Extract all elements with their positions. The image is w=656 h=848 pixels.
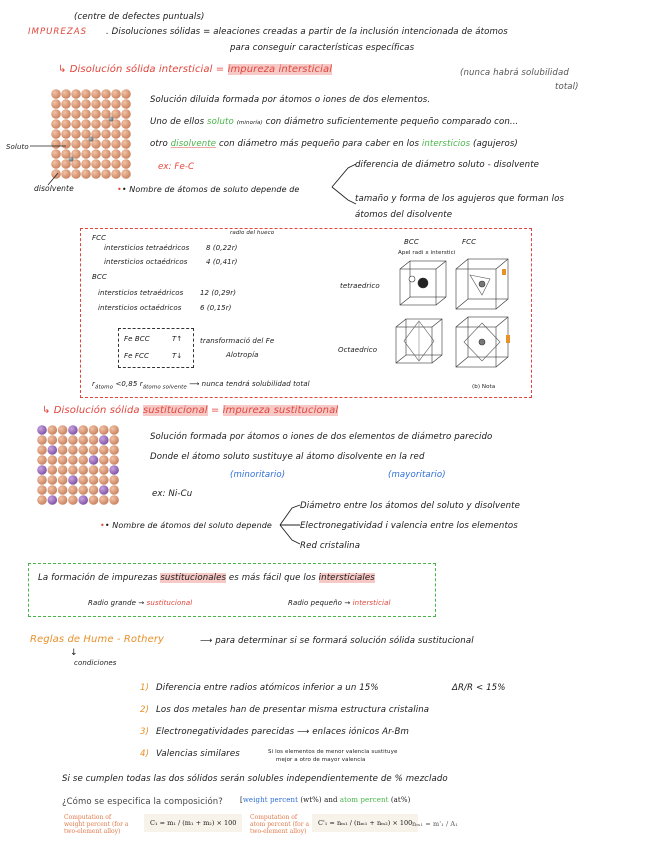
solvent-atom: [111, 129, 121, 139]
solvent-atom: [99, 425, 109, 435]
solvent-atom: [71, 139, 81, 149]
solvent-atom: [68, 495, 78, 505]
fe-transform-box: [118, 328, 194, 368]
hume-heading: Reglas de Hume - Rothery: [30, 634, 165, 645]
solvent-atom: [109, 425, 119, 435]
solvent-atom: [58, 485, 68, 495]
sustitucional-branch-arrows: [278, 500, 302, 550]
rb-bcc: BCC: [92, 273, 107, 281]
rb-small-note: Apel radi x interstici: [398, 250, 456, 256]
hume-c2-num: 2): [140, 705, 150, 715]
solvent-atom: [89, 425, 99, 435]
solvent-atom: [111, 99, 121, 109]
solvent-atom: [121, 169, 131, 179]
intersticial-heading: ↳ Disolución sólida intersticial = impureza intersticial: [58, 64, 333, 75]
interstitial-lattice-figure: [50, 88, 132, 180]
solvent-atom: [71, 129, 81, 139]
solvent-atom: [81, 159, 91, 169]
sustitucional-bullet: •• Nombre de átomos del soluto depende: [100, 521, 272, 530]
rb-fe-fcc: Fe FCC: [124, 352, 149, 360]
solvent-atom: [48, 435, 58, 445]
solvent-atom: [81, 149, 91, 159]
substitutional-lattice-figure: [36, 424, 122, 506]
hume-c4-note-1: Si los elementos de menor valencia sustituye: [268, 749, 398, 755]
bcc-octahedral-cube: [396, 319, 442, 363]
formation-comparison-box: [28, 563, 436, 617]
weight-percent-formula: C₁ = m₁ / (m₁ + m₂) × 100: [144, 814, 242, 832]
solute-atom: [109, 465, 119, 475]
hume-heading-rest: ⟶ para determinar si se formará solución sólida sustitucional: [200, 636, 474, 646]
solvent-atom: [68, 485, 78, 495]
solute-atom: [48, 495, 58, 505]
solvent-atom: [91, 169, 101, 179]
rb-fcc: FCC: [92, 234, 107, 242]
solvent-atom: [109, 455, 119, 465]
impurezas-def-2: para conseguir características específicas: [230, 43, 415, 53]
sustitucional-line-2: Donde el átomo soluto sustituye al átomo disolvente en la red: [150, 452, 425, 462]
rb-alotropia: Alotropía: [226, 351, 259, 359]
solvent-atom: [58, 455, 68, 465]
hume-final: Si se cumplen todas las dos sólidos serán solubles independientemente de % mezclado: [62, 774, 448, 784]
disolvente-arrow: [46, 172, 62, 186]
intersticial-line-3: otro disolvente con diámetro más pequeño para caber en los intersticios (agujeros): [150, 139, 518, 149]
solvent-atom: [78, 425, 88, 435]
label-minoritario: (minoritario): [230, 470, 286, 480]
weight-percent-caption: Computation of weight percent (for a two-element alloy): [64, 814, 129, 835]
solvent-atom: [121, 89, 131, 99]
solvent-atom: [68, 435, 78, 445]
solvent-atom: [37, 495, 47, 505]
rb-r-rule: $r_{átomo} <0,85$ $r_{átomo solvente}$ ⟶ nunca tendrá solubilidad total: [92, 380, 310, 391]
composition-question: ¿Cómo se especifica la composición?: [62, 797, 223, 807]
solvent-atom: [48, 485, 58, 495]
solvent-atom: [109, 435, 119, 445]
solvent-atom: [109, 495, 119, 505]
sustitucional-branch-3: Red cristalina: [300, 541, 361, 551]
solvent-atom: [37, 475, 47, 485]
solvent-atom: [91, 119, 101, 129]
solute-atom: [37, 425, 47, 435]
solvent-atom: [89, 495, 99, 505]
solvent-atom: [101, 89, 111, 99]
atom-percent-formula: C'₁ = nₘ₁ / (nₘ₁ + nₘ₂) × 100: [312, 814, 418, 832]
intersticial-branch-2b: átomos del disolvente: [355, 210, 453, 220]
impurezas-def-1: . Disoluciones sólidas = aleaciones creadas a partir de la inclusión intencionada de átomos: [106, 27, 508, 37]
solvent-atom: [109, 475, 119, 485]
fcc-tetrahedral-cube: [456, 259, 508, 309]
solvent-atom: [68, 455, 78, 465]
solvent-atom: [48, 455, 58, 465]
solvent-atom: [48, 425, 58, 435]
rb-t-up: T↑: [172, 335, 183, 343]
solvent-atom: [91, 149, 101, 159]
solvent-atom: [111, 139, 121, 149]
solvent-atom: [71, 99, 81, 109]
hume-c3: Electronegatividades parecidas ⟶ enlaces iónicos Ar-Bm: [156, 727, 409, 737]
solute-atom: [68, 425, 78, 435]
solvent-atom: [91, 159, 101, 169]
intersticial-line-1: Solución diluida formada por átomos o iones de dos elementos.: [150, 95, 431, 105]
solvent-atom: [101, 159, 111, 169]
hume-c2: Los dos metales han de presentar misma estructura cristalina: [156, 705, 430, 715]
solvent-atom: [58, 475, 68, 485]
sustitucional-branch-2: Electronegatividad i valencia entre los elementos: [300, 521, 518, 531]
solvent-atom: [121, 99, 131, 109]
moles-formula: nₘ₁ = m'₁ / A₁: [412, 820, 458, 828]
gb-radio-pequeno: Radio pequeño → intersticial: [288, 599, 391, 607]
solvent-atom: [58, 425, 68, 435]
solvent-atom: [99, 445, 109, 455]
solvent-atom: [37, 435, 47, 445]
rb-fe-bcc: Fe BCC: [124, 335, 150, 343]
hume-c3-num: 3): [140, 727, 150, 737]
solvent-atom: [58, 435, 68, 445]
rb-fcc-oct-val: 4 (0,41r): [206, 258, 238, 266]
rb-transform: transformació del Fe: [200, 337, 275, 345]
intersticial-branch-2a: tamaño y forma de los agujeros que forman los: [355, 194, 565, 204]
sustitucional-line-1: Solución formada por átomos o iones de dos elementos de diámetro parecido: [150, 432, 493, 442]
solvent-atom: [37, 485, 47, 495]
label-mayoritario: (mayoritario): [388, 470, 446, 480]
solvent-atom: [81, 109, 91, 119]
solvent-atom: [78, 465, 88, 475]
solvent-atom: [78, 485, 88, 495]
intersticial-example: ex: Fe-C: [158, 162, 195, 172]
solvent-atom: [61, 119, 71, 129]
solvent-atom: [81, 169, 91, 179]
solvent-atom: [121, 159, 131, 169]
rb-bcc-oct: intersticios octaédricos: [98, 304, 182, 312]
solvent-atom: [99, 455, 109, 465]
bcc-tetrahedral-cube: [400, 261, 446, 305]
impurezas-label: IMPUREZAS: [28, 27, 88, 37]
solvent-atom: [101, 99, 111, 109]
gb-line-1: La formación de impurezas sustitucionales es más fácil que los intersticiales: [38, 573, 375, 583]
solvent-atom: [81, 99, 91, 109]
solvent-atom: [99, 465, 109, 475]
solvent-atom: [101, 139, 111, 149]
gb-radio-grande: Radio grande → sustitucional: [88, 599, 193, 607]
solvent-atom: [51, 159, 61, 169]
solvent-atom: [111, 89, 121, 99]
solvent-atom: [58, 445, 68, 455]
hume-c4-note-2: mejor a otro de mayor valencia: [276, 757, 366, 763]
solvent-atom: [101, 129, 111, 139]
rb-fcc-tet-val: 8 (0,22r): [206, 244, 238, 252]
solvent-atom: [121, 149, 131, 159]
solvent-atom: [89, 445, 99, 455]
solvent-atom: [121, 109, 131, 119]
intersticial-side-note-1: (nunca habrá solubilidad: [460, 68, 569, 78]
solvent-atom: [61, 99, 71, 109]
solvent-atom: [71, 119, 81, 129]
composition-types: [weight percent (wt%) and atom percent (at%): [240, 796, 411, 804]
solvent-atom: [99, 475, 109, 485]
solvent-atom: [109, 445, 119, 455]
solvent-atom: [61, 89, 71, 99]
solvent-atom: [51, 119, 61, 129]
solvent-atom: [37, 455, 47, 465]
solvent-atom: [61, 109, 71, 119]
solvent-atom: [81, 119, 91, 129]
rb-caption: (b) Nota: [472, 384, 496, 390]
hume-c1-num: 1): [140, 683, 150, 693]
intersticial-side-note-2: total): [555, 82, 579, 92]
solvent-atom: [111, 149, 121, 159]
intersticial-branch-1: diferencia de diámetro soluto - disolvente: [355, 160, 540, 170]
solvent-atom: [111, 169, 121, 179]
solute-atom: [37, 465, 47, 475]
solvent-atom: [58, 495, 68, 505]
atom-percent-caption: Computation of atom percent (for a two-element alloy): [250, 814, 310, 835]
solvent-atom: [51, 99, 61, 109]
solute-atom: [89, 455, 99, 465]
solvent-atom: [48, 475, 58, 485]
solute-atom: [68, 475, 78, 485]
solvent-atom: [48, 465, 58, 475]
solvent-atom: [51, 129, 61, 139]
rb-radio-label: radio del hueco: [230, 230, 275, 236]
solute-atom: [48, 445, 58, 455]
solvent-atom: [101, 169, 111, 179]
top-note: (centre de defectes puntuals): [74, 12, 205, 22]
sustitucional-branch-1: Diámetro entre los átomos del soluto y disolvente: [300, 501, 521, 511]
intersticial-line-2: Uno de ellos soluto (minoría) con diámetro suficientemente pequeño comparado con...: [150, 117, 519, 127]
hume-condiciones: condiciones: [74, 659, 117, 667]
intersticial-bullet: •• Nombre de átomos de soluto depende de: [117, 185, 300, 194]
sustitucional-heading: ↳ Disolución sólida sustitucional = impureza sustitucional: [42, 405, 339, 416]
label-soluto: Soluto: [6, 143, 29, 151]
solvent-atom: [91, 99, 101, 109]
hume-c1-formula: ΔR/R < 15%: [452, 683, 506, 693]
rb-bcc-head: BCC: [404, 238, 419, 246]
solvent-atom: [89, 465, 99, 475]
solvent-atom: [109, 485, 119, 495]
rb-t-down: T↓: [172, 352, 183, 360]
solvent-atom: [101, 149, 111, 159]
solvent-atom: [121, 119, 131, 129]
solvent-atom: [89, 485, 99, 495]
solvent-atom: [37, 445, 47, 455]
solvent-atom: [91, 89, 101, 99]
solute-atom: [108, 116, 113, 121]
solvent-atom: [71, 89, 81, 99]
crystal-structures-figure: [390, 255, 520, 387]
solvent-atom: [71, 109, 81, 119]
fcc-octahedral-cube: [456, 317, 510, 367]
solute-atom: [99, 485, 109, 495]
solvent-atom: [121, 139, 131, 149]
solvent-atom: [99, 495, 109, 505]
solvent-atom: [51, 109, 61, 119]
rb-bcc-tet: intersticios tetraédricos: [98, 289, 184, 297]
hume-c4: Valencias similares: [156, 749, 240, 759]
soluto-arrow: [30, 140, 70, 152]
rb-fcc-tet: intersticios tetraédricos: [104, 244, 190, 252]
rb-tetra: tetraedrico: [340, 282, 380, 290]
solvent-atom: [68, 445, 78, 455]
sustitucional-example: ex: Ni-Cu: [152, 489, 193, 499]
label-disolvente: disolvente: [34, 184, 74, 193]
solvent-atom: [81, 89, 91, 99]
solvent-atom: [89, 435, 99, 445]
rb-bcc-oct-val: 6 (0,15r): [200, 304, 232, 312]
solute-atom: [99, 435, 109, 445]
solvent-atom: [51, 89, 61, 99]
solvent-atom: [71, 169, 81, 179]
solvent-atom: [58, 465, 68, 475]
rb-fcc-oct: intersticios octaédricos: [104, 258, 188, 266]
hume-down-arrow: ↓: [70, 648, 78, 658]
solvent-atom: [121, 129, 131, 139]
solvent-atom: [78, 435, 88, 445]
solvent-atom: [89, 475, 99, 485]
rb-fcc-head: FCC: [462, 238, 477, 246]
solute-atom: [68, 156, 73, 161]
solvent-atom: [78, 475, 88, 485]
solvent-atom: [78, 455, 88, 465]
solvent-atom: [111, 159, 121, 169]
rb-octa: Octaedrico: [338, 346, 378, 354]
solvent-atom: [61, 129, 71, 139]
hume-c4-num: 4): [140, 749, 150, 759]
solvent-atom: [61, 169, 71, 179]
solute-atom: [88, 136, 93, 141]
solvent-atom: [91, 109, 101, 119]
rb-bcc-tet-val: 12 (0,29r): [200, 289, 237, 297]
solvent-atom: [68, 465, 78, 475]
solute-atom: [78, 495, 88, 505]
hume-c1: Diferencia entre radios atómicos inferior a un 15%: [156, 683, 379, 693]
solvent-atom: [78, 445, 88, 455]
